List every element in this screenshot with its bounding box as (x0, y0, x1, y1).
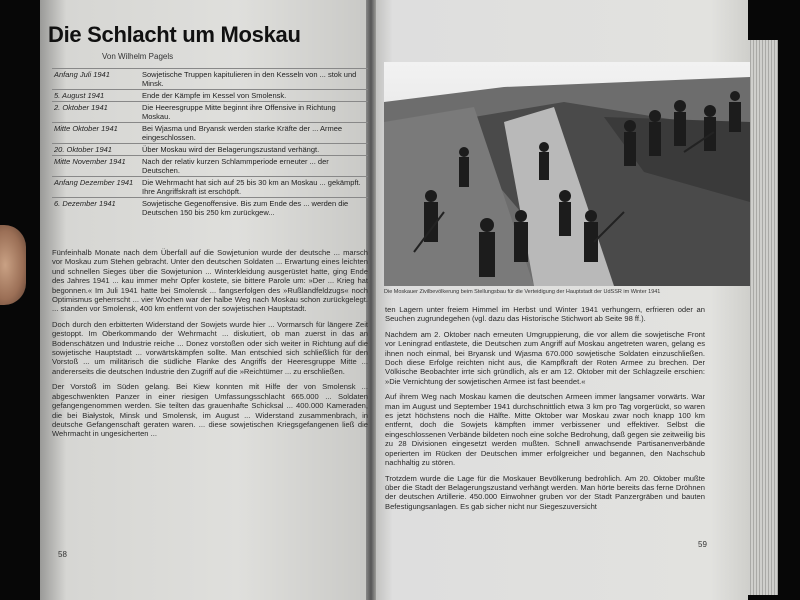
chronology-date: Mitte November 1941 (52, 156, 140, 177)
chronology-event: Ende der Kämpfe im Kessel von Smolensk. (140, 90, 368, 102)
chronology-event: Die Heeresgruppe Mitte beginnt ihre Offensive in Richtung Moskau. (140, 102, 368, 123)
chronology-date: Mitte Oktober 1941 (52, 123, 140, 144)
chronology-row (52, 102, 368, 123)
chronology-date: Anfang Juli 1941 (52, 69, 140, 90)
right-paragraph: Auf ihrem Weg nach Moskau kamen die deutschen Armeen immer langsamer vorwärts. War man im August und September 1941 durchschnittlich etwa 3 km pro Tag vorgerückt, so waren es jetzt höchstens noch die Hälfte. Mitte Oktober war Moskau zwar noch knapp 100 km entfernt, doch die Sowjets kämpften immer verbissener und effektiver. Selbst die eingeschlossenen Verbände bildeten noch eine solche Bedrohung, daß gegen sie zeitweilig bis zu 28 Divisionen eingesetzt werden mußten. Schnell anwachsende Partisanenverbände operierten im Rücken der Deutschen immer erfolgreicher und begannen, den Nachschub nachhaltig zu stören. (385, 392, 705, 468)
chronology-date: 6. Dezember 1941 (52, 198, 140, 219)
chronology-event: Über Moskau wird der Belagerungszustand verhängt. (140, 144, 368, 156)
right-paragraph: Trotzdem wurde die Lage für die Moskauer Bevölkerung bedrohlich. Am 20. Oktober mußte über die Stadt der Belagerungszustand verhängt werden. Man hörte bereits das ferne Dröhnen der deutschen Artillerie. 450.000 Einwohner gruben vor der Stadt Panzergräben und bauten Befestigungsanlagen. Es gab sicher nicht nur Siegeszuversicht (385, 473, 705, 511)
chronology-event: Bei Wjasma und Bryansk werden starke Kräfte der ... Armee eingeschlossen. (140, 123, 368, 144)
right-paragraph: ten Lagern unter freiem Himmel im Herbst und Winter 1941 verhungern, erfrieren oder an Seuchen zugrundegehen (vgl. dazu das Historische Stichwort ab Seite 98 ff.). (385, 305, 705, 324)
chronology-event: Sowjetische Gegenoffensive. Bis zum Ende des ... werden die Deutschen 150 bis 250 km zurückgew... (140, 198, 368, 219)
chronology-row (52, 144, 368, 156)
chronology-date: Anfang Dezember 1941 (52, 177, 140, 198)
chronology-event: Die Wehrmacht hat sich auf 25 bis 30 km an Moskau ... gekämpft. Ihre Angriffskraft ist erschöpft. (140, 177, 368, 198)
chronology-event: Sowjetische Truppen kapitulieren in den Kesseln von ... stok und Minsk. (140, 69, 368, 90)
page-number-right: 59 (698, 540, 707, 549)
left-paragraph: Fünfeinhalb Monate nach dem Überfall auf die Sowjetunion wurde der deutsche ... marsch vor Moskau zum Stehen gebracht. Unter den deutschen Soldaten ... Erwartung eines leichten und schnellen Sieges über die Sowjetunion ... Winterkleidung ausgerüstet hatte, ging Ende des Jahres 1941 ... kau immer mehr Opfer kostete, sie bittere Parole um: »Der ... Krieg hat begonnen.« Im Juli 1941 hatte bei Smolensk ... fangserfolgen des »Rußlandfeldzugs« noch Optimismus geherrscht ... vier Wochen war der halbe Weg nach Moskau schon zurückgelegt. ... standen vor Smolensk, 400 km entfernt von der sowjetischen Hauptstadt. (52, 248, 368, 314)
chronology-table (52, 68, 368, 218)
right-body-text (385, 305, 705, 517)
chronology-date: 2. Oktober 1941 (52, 102, 140, 123)
chronology-row (52, 177, 368, 198)
chronology-row (52, 69, 368, 90)
chronology-date: 20. Oktober 1941 (52, 144, 140, 156)
author-line: Von Wilhelm Pagels (102, 52, 174, 61)
chronology-row (52, 123, 368, 144)
left-paragraph: Doch durch den erbitterten Widerstand der Sowjets wurde hier ... Vormarsch für längere Zeit gestoppt. Im Oberkommando der Wehrmacht ... diskutiert, ob man zuerst in das an Bodenschätzen und Industrie reiche ... Donez vorstoßen oder sich weiter in Richtung auf die sowjetische Hauptstadt ... vorwärtskämpfen sollte. Man entschied sich schließlich für den Vorstoß ... um militärisch die südliche Flanke des Angriffs der Heeresgruppe Mitte ... andererseits die deutschen Industrie den Zugriff auf die »Reichtümer ... zu erschließen. (52, 319, 368, 376)
historical-photo (384, 62, 750, 286)
left-paragraph: Der Vorstoß im Süden gelang. Bei Kiew konnten mit Hilfe der von Smolensk ... abgeschwenkten Panzer in einer riesigen Umfassungsschlacht 665.000 ... Soldaten gefangengenommen werden. Sie teilten das grauenhafte Schicksal ... 400.000 Kameraden, die bei Białystok, Minsk und Smolensk, im August ... Widerstand zusammenbrach, in deutsche Gefangenschaft geraten waren. ... diese sowjetischen Kriegsgefangenen ließ die Wehrmacht in ungesicherten ... (52, 382, 368, 439)
photo-caption: Die Moskauer Zivilbevölkerung beim Stellungsbau für die Verteidigung der Hauptstadt der UdSSR im Winter 1941 (384, 289, 661, 295)
right-paragraph: Nachdem am 2. Oktober nach erneuten Umgruppierung, die vor allem die sowjetische Front vor Leningrad entlastete, die Deutschen zum Angriff auf Moskau angetreten waren, gelang es ihnen noch einmal, bei Bryansk und Wjasma 670.000 sowjetische Soldaten einzuschließen. Doch diese Erfolge reichten nicht aus, die Kampfkraft der Roten Armee zu brechen. Der Völkische Beobachter irrte sich gründlich, als er am 12. Oktober mit der Schlagzeile erschien: »Die Vernichtung der sowjetischen Armee ist fast beendet.« (385, 329, 705, 386)
left-body-text (52, 248, 368, 445)
chronology-row (52, 156, 368, 177)
page-edge-stack (748, 40, 778, 595)
chapter-title: Die Schlacht um Moskau (48, 22, 301, 47)
page-number-left: 58 (58, 550, 67, 559)
chronology-row (52, 90, 368, 102)
thumb (0, 225, 26, 305)
chronology-row (52, 198, 368, 219)
chronology-date: 5. August 1941 (52, 90, 140, 102)
chronology-event: Nach der relativ kurzen Schlammperiode erneuter ... der Deutschen. (140, 156, 368, 177)
